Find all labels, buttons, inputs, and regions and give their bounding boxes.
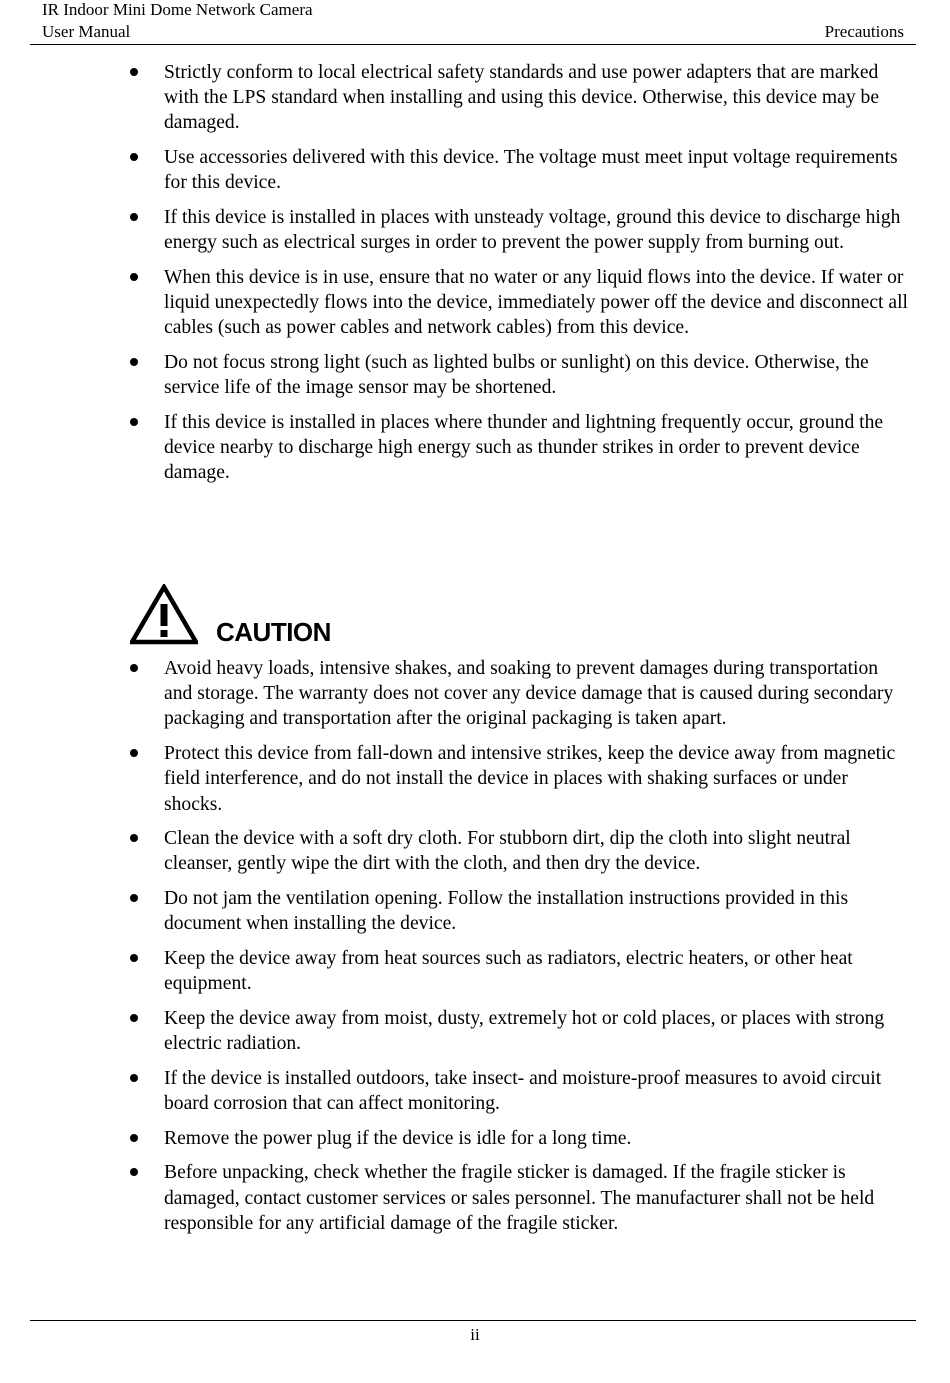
list-item <box>0 1006 950 1056</box>
list-item <box>0 946 950 996</box>
bullet-icon <box>130 1014 138 1022</box>
list-item <box>0 205 950 255</box>
list-item <box>0 656 950 732</box>
list-item-text: Keep the device away from heat sources such as radiators, electric heaters, or other heat equipment. <box>164 948 853 995</box>
bullet-icon <box>130 1074 138 1082</box>
bullet-icon <box>130 749 138 757</box>
caution-list <box>0 656 950 1246</box>
bullet-icon <box>130 418 138 426</box>
list-item-text: Clean the device with a soft dry cloth. For stubborn dirt, dip the cloth into slight neutral cleanser, gently wipe the dirt with the cloth, and then dry the device. <box>164 828 851 875</box>
list-item-text: Keep the device away from moist, dusty, extremely hot or cold places, or places with strong electric radiation. <box>164 1007 885 1055</box>
list-item-text: Strictly conform to local electrical safety standards and use power adapters that are marked with the LPS standard when installing and using this device. Otherwise, this device may be damaged. <box>164 62 880 134</box>
page-number: ii <box>470 1325 480 1344</box>
list-item-text: Protect this device from fall-down and intensive strikes, keep the device away from magnetic field interference, and do not install the device in places with shaking surfaces or under shocks. <box>164 743 896 815</box>
list-item <box>0 1066 950 1116</box>
bullet-icon <box>130 894 138 902</box>
header-divider <box>30 44 916 45</box>
bullet-icon <box>130 68 138 76</box>
list-item <box>0 410 950 486</box>
list-item-text: If the device is installed outdoors, take insect- and moisture-proof measures to avoid circuit board corrosion that can affect monitoring. <box>164 1067 882 1115</box>
list-item <box>0 60 950 136</box>
header-doc-type: User Manual <box>42 22 131 41</box>
bullet-icon <box>130 664 138 672</box>
list-item-text: When this device is in use, ensure that no water or any liquid flows into the device. If water or liquid unexpectedly flows into the device, immediately power off the device and disconnect all cables (such as power cables and network cables) from this device. <box>164 266 908 339</box>
list-item <box>0 1126 950 1151</box>
list-item-text: Avoid heavy loads, intensive shakes, and soaking to prevent damages during transportation and storage. The warranty does not cover any device damage that is caused during secondary packaging and transportation after the original packaging is taken apart. <box>164 658 894 730</box>
list-item <box>0 350 950 400</box>
list-item-text: Use accessories delivered with this device. The voltage must meet input voltage requirements for this device. <box>164 147 898 194</box>
bullet-icon <box>130 358 138 366</box>
list-item <box>0 265 950 341</box>
list-item-text: Remove the power plug if the device is idle for a long time. <box>164 1127 632 1149</box>
precautions-list <box>0 60 950 495</box>
list-item <box>0 741 950 817</box>
header-section: Precautions <box>824 22 904 41</box>
warning-triangle-icon <box>130 584 198 646</box>
header-product-title: IR Indoor Mini Dome Network Camera <box>42 0 313 19</box>
bullet-icon <box>130 954 138 962</box>
list-item-text: Before unpacking, check whether the fragile sticker is damaged. If the fragile sticker is damaged, contact customer services or sales personnel. The manufacturer shall not be held responsible for any artificial damage of the fragile sticker. <box>164 1162 875 1234</box>
list-item <box>0 145 950 195</box>
footer-divider <box>30 1320 916 1321</box>
list-item-text: If this device is installed in places with unsteady voltage, ground this device to discharge high energy such as electrical surges in order to prevent the power supply from burning out. <box>164 207 901 254</box>
bullet-icon <box>130 1134 138 1142</box>
bullet-icon <box>130 153 138 161</box>
list-item <box>0 1160 950 1236</box>
caution-label: CAUTION <box>216 617 331 647</box>
list-item <box>0 826 950 876</box>
list-item <box>0 886 950 936</box>
list-item-text: Do not jam the ventilation opening. Follow the installation instructions provided in this document when installing the device. <box>164 888 849 935</box>
bullet-icon <box>130 834 138 842</box>
bullet-icon <box>130 273 138 281</box>
bullet-icon <box>130 1168 138 1176</box>
list-item-text: Do not focus strong light (such as lighted bulbs or sunlight) on this device. Otherwise, the service life of the image sensor may be shortened. <box>164 352 869 399</box>
bullet-icon <box>130 213 138 221</box>
list-item-text: If this device is installed in places where thunder and lightning frequently occur, ground the device nearby to discharge high energy such as thunder strikes in order to prevent device damage. <box>164 411 884 484</box>
